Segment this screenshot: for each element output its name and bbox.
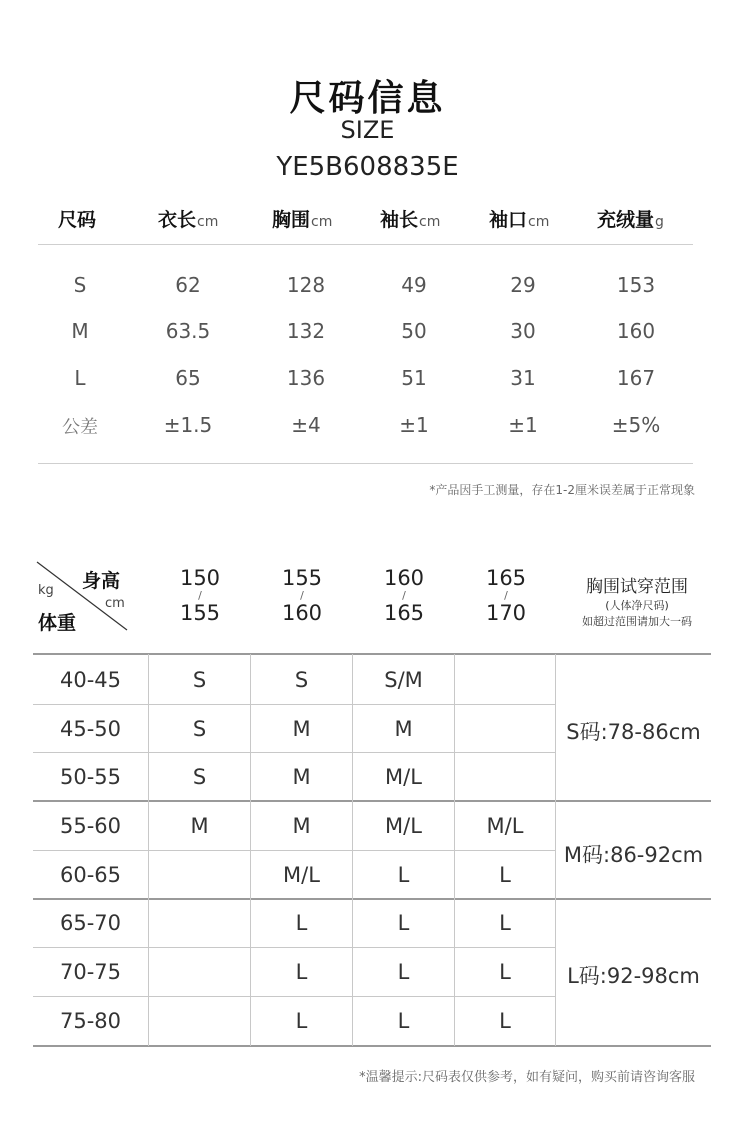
grid-line (352, 654, 353, 1046)
height-to: 170 (485, 601, 527, 625)
table-cell: 136 (286, 366, 326, 390)
table-cell: ±1 (399, 413, 429, 437)
height-label: 身高 (82, 570, 121, 592)
table-cell: 160 (616, 319, 656, 343)
table-cell: 132 (286, 319, 326, 343)
table-cell: M (71, 319, 89, 343)
table-cell: ±4 (291, 413, 321, 437)
weight-cell: 75-80 (59, 1009, 122, 1033)
table-cell: 31 (510, 366, 536, 390)
reference-note: *温馨提示:尺码表仅供参考，如有疑问，购买前请咨询客服 (359, 1070, 695, 1085)
size-cell: L (295, 911, 308, 935)
size-cell: M (292, 814, 311, 838)
height-slash: / (300, 589, 304, 602)
size-cell: M/L (283, 863, 320, 887)
height-slash: / (504, 589, 508, 602)
col-header-label: 衣长 (158, 209, 197, 231)
table-cell: 公差 (62, 417, 98, 438)
height-col-header (262, 568, 342, 624)
height-from: 160 (383, 566, 425, 590)
height-col-header (364, 568, 444, 624)
height-from: 150 (179, 566, 221, 590)
size-cell: L (397, 911, 410, 935)
height-unit: cm (105, 596, 125, 611)
table-cell: 62 (175, 273, 201, 297)
weight-unit: kg (38, 583, 54, 598)
height-to: 165 (383, 601, 425, 625)
table-cell: S (73, 273, 87, 297)
divider (38, 463, 693, 464)
grid-line (33, 996, 555, 997)
grid-line (33, 752, 555, 753)
col-header-unit: cm (528, 214, 550, 230)
col-header-unit: g (655, 214, 664, 230)
table-cell: 30 (510, 319, 536, 343)
size-cell: L (295, 1009, 308, 1033)
table-cell: 50 (401, 319, 427, 343)
size-cell: S/M (384, 668, 423, 692)
table-cell: 49 (401, 273, 427, 297)
col-header-unit: cm (419, 214, 441, 230)
col-header-unit: cm (311, 214, 333, 230)
weight-cell: 50-55 (59, 765, 122, 789)
table-cell: ±1 (508, 413, 538, 437)
weight-cell: 45-50 (59, 717, 122, 741)
size-cell: L (499, 911, 511, 935)
table-cell: ±1.5 (163, 413, 213, 437)
col-header-label: 充绒量 (597, 209, 655, 231)
grid-line (33, 704, 555, 705)
size-cell: L (499, 863, 511, 887)
weight-label: 体重 (38, 612, 77, 634)
size-cell: L (397, 1009, 410, 1033)
height-col-header (160, 568, 240, 624)
table-cell: 63.5 (165, 319, 211, 343)
grid-line (454, 654, 455, 1046)
chest-range-m: M码:86-92cm (563, 843, 704, 867)
height-from: 155 (281, 566, 323, 590)
size-cell: M (394, 717, 413, 741)
size-cell: M (292, 717, 311, 741)
size-cell: M/L (385, 765, 422, 789)
col-header-sleeve (380, 205, 470, 233)
size-cell: L (397, 863, 410, 887)
product-code: YE5B608835E (276, 152, 459, 182)
grid-line (250, 654, 251, 1046)
col-header-label: 胸围 (272, 209, 311, 231)
chest-range-l: L码:92-98cm (567, 964, 700, 988)
page-subtitle: SIZE (340, 116, 395, 144)
col-header-label: 袖口 (489, 209, 528, 231)
grid-line (33, 947, 555, 948)
col-header-cuff (489, 205, 579, 233)
table-cell: 128 (286, 273, 326, 297)
grid-line (33, 1045, 711, 1047)
grid-line (33, 800, 711, 802)
size-cell: L (397, 960, 410, 984)
size-cell: L (499, 1009, 511, 1033)
height-col-header (466, 568, 546, 624)
col-header-label: 袖长 (380, 209, 419, 231)
chest-range-title: 胸围试穿范围 (586, 577, 688, 597)
chest-range-header (562, 572, 712, 629)
grid-line (148, 654, 149, 1046)
col-header-label: 尺码 (58, 209, 97, 231)
table-cell: 65 (175, 366, 201, 390)
grid-line (33, 898, 711, 900)
weight-cell: 60-65 (59, 863, 122, 887)
size-cell: L (499, 960, 511, 984)
col-header-size (58, 205, 108, 233)
chest-range-s: S码:78-86cm (566, 720, 701, 744)
size-cell: M/L (385, 814, 422, 838)
weight-cell: 55-60 (59, 814, 122, 838)
col-header-down-fill (597, 205, 697, 233)
chest-range-sub: (人体净尺码) (605, 599, 669, 612)
grid-line (33, 653, 711, 655)
height-slash: / (402, 589, 406, 602)
table-cell: L (74, 366, 86, 390)
table-cell: 51 (401, 366, 427, 390)
table-cell: 167 (616, 366, 656, 390)
chest-range-hint: 如超过范围请加大一码 (582, 615, 692, 628)
height-to: 155 (179, 601, 221, 625)
size-cell: S (192, 668, 207, 692)
size-cell: M/L (486, 814, 524, 838)
col-header-chest (272, 205, 362, 233)
size-cell: S (192, 717, 207, 741)
weight-cell: 65-70 (59, 911, 122, 935)
size-cell: S (192, 765, 207, 789)
height-to: 160 (281, 601, 323, 625)
size-cell: M (292, 765, 311, 789)
col-header-length (158, 205, 248, 233)
table-cell: 153 (616, 273, 656, 297)
height-from: 165 (485, 566, 527, 590)
page-title: 尺码信息 (289, 78, 446, 119)
weight-cell: 40-45 (59, 668, 122, 692)
divider (38, 244, 693, 245)
table-cell: 29 (510, 273, 536, 297)
measurement-note: *产品因手工测量，存在1-2厘米误差属于正常现象 (429, 483, 695, 497)
size-cell: M (190, 814, 209, 838)
size-cell: S (294, 668, 309, 692)
col-header-unit: cm (197, 214, 219, 230)
height-slash: / (198, 589, 202, 602)
grid-line (33, 850, 555, 851)
weight-cell: 70-75 (59, 960, 122, 984)
size-cell: L (295, 960, 308, 984)
table-cell: ±5% (611, 413, 661, 437)
